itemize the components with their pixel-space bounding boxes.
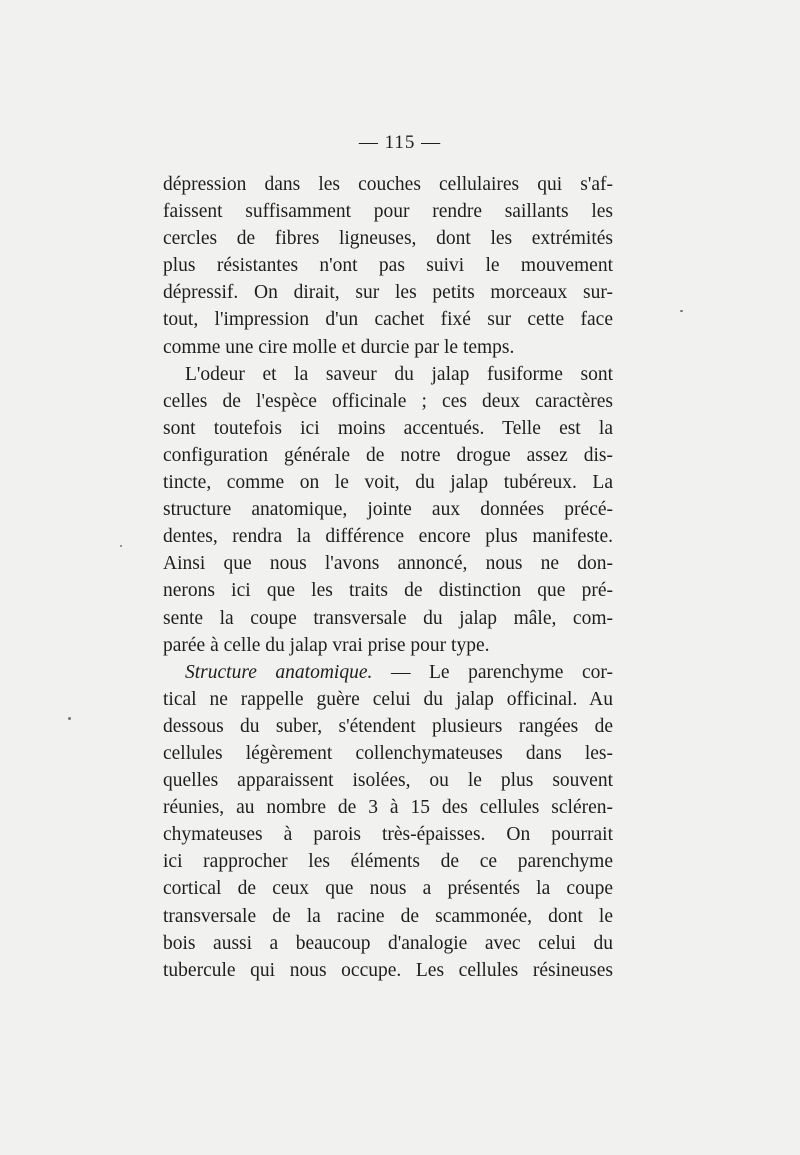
text-line: Ainsi que nous l'avons annoncé, nous ne don- (163, 553, 613, 575)
text-fragment: — Le parenchyme cor- (372, 661, 613, 683)
section-heading: Structure anatomique. (185, 661, 373, 683)
text-line: réunies, au nombre de 3 à 15 des cellules scléren- (163, 797, 613, 819)
text-line: parée à celle du jalap vrai prise pour type. (163, 634, 490, 656)
paper-speck (120, 545, 122, 547)
text-line: tical ne rappelle guère celui du jalap officinal. Au (163, 688, 613, 710)
text-line: sont toutefois ici moins accentués. Telle est la (163, 417, 613, 439)
text-line: transversale de la racine de scammonée, dont le (163, 905, 613, 927)
paper-speck (680, 310, 683, 312)
text-line: ici rapprocher les éléments de ce parenchyme (163, 851, 613, 873)
text-line: celles de l'espèce officinale ; ces deux caractères (163, 390, 613, 412)
text-line: structure anatomique, jointe aux données précé- (163, 499, 613, 521)
text-line (163, 659, 613, 686)
text-line: configuration générale de notre drogue assez dis- (163, 444, 613, 466)
body-text (163, 171, 613, 984)
text-line: dentes, rendra la différence encore plus manifeste. (163, 526, 613, 548)
text-line: chymateuses à parois très-épaisses. On pourrait (163, 824, 613, 846)
text-line: tout, l'impression d'un cachet fixé sur cette face (163, 309, 613, 331)
text-line: bois aussi a beaucoup d'analogie avec celui du (163, 932, 613, 954)
text-line: cellules légèrement collenchymateuses dans les- (163, 742, 613, 764)
page-number: — 115 — (358, 132, 442, 153)
text-line: comme une cire molle et durcie par le temps. (163, 336, 515, 358)
text-line: faissent suffisamment pour rendre saillants les (163, 201, 613, 223)
text-line: L'odeur et la saveur du jalap fusiforme sont (185, 363, 613, 385)
text-line: dessous du suber, s'étendent plusieurs rangées de (163, 715, 613, 737)
text-line: tubercule qui nous occupe. Les cellules résineuses (163, 959, 613, 981)
text-line: dépression dans les couches cellulaires qui s'af- (163, 174, 613, 195)
text-line: sente la coupe transversale du jalap mâle, com- (163, 607, 613, 629)
text-line: tincte, comme on le voit, du jalap tubéreux. La (163, 472, 613, 494)
paper-speck (68, 717, 71, 720)
text-line: nerons ici que les traits de distinction que pré- (163, 580, 613, 602)
text-line: plus résistantes n'ont pas suivi le mouvement (163, 255, 613, 277)
text-line: cercles de fibres ligneuses, dont les extrémités (163, 228, 613, 250)
text-line: dépressif. On dirait, sur les petits morceaux sur- (163, 282, 613, 304)
text-line: quelles apparaissent isolées, ou le plus souvent (163, 770, 613, 792)
text-line: cortical de ceux que nous a présentés la coupe (163, 878, 613, 900)
